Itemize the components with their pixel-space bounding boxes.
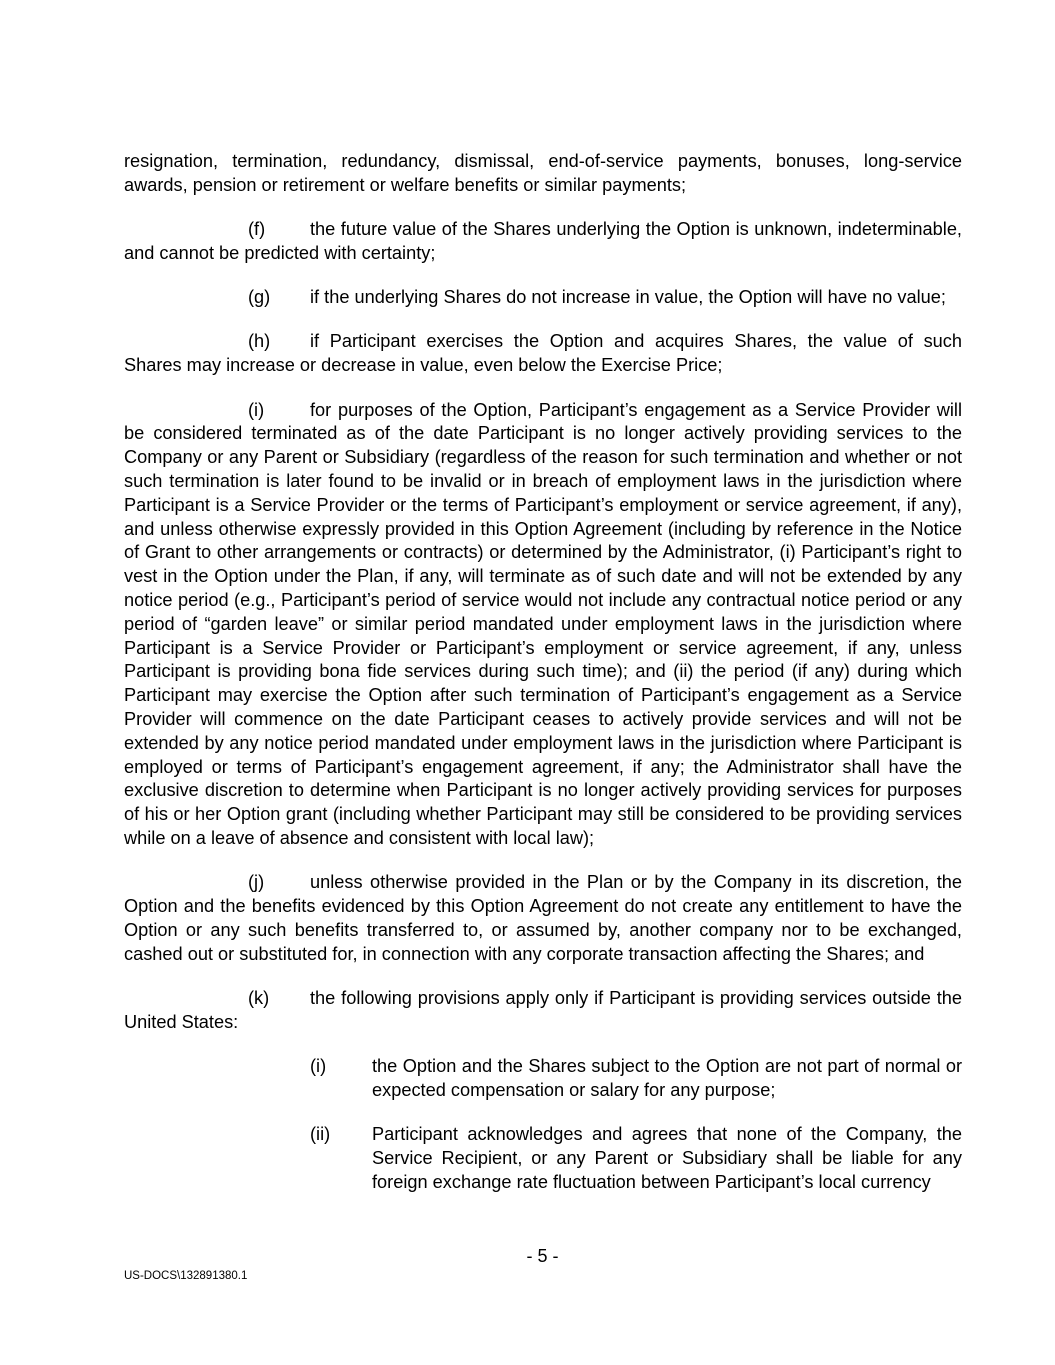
subitem-label: (i) [310, 1056, 327, 1076]
item-label: (h) [248, 331, 271, 352]
item-label: (i) [248, 399, 265, 420]
item-text: the future value of the Shares underlying the Option is unknown, indeterminable, and cannot be predicted with certainty; [124, 219, 962, 263]
item-label: (f) [248, 219, 266, 240]
subitem-ii [124, 1123, 962, 1194]
item-f [124, 218, 962, 266]
document-id: US-DOCS\132891380.1 [124, 1270, 248, 1282]
item-g [124, 286, 962, 310]
page-number: - 5 - [526, 1246, 559, 1266]
subitem-label: (ii) [310, 1124, 331, 1145]
subitem-text: the Option and the Shares subject to the Option are not part of normal or expected compensation or salary for any purpose; [372, 1056, 962, 1100]
subitem-i [124, 1055, 962, 1103]
item-text: unless otherwise provided in the Plan or by the Company in its discretion, the Option and the benefits evidenced by this Option Agreement do not create any entitlement to have the Option or any such benefits transferred to, or assumed by, another company nor to be exchanged, cashed out or substituted for, in connection with any corporate transaction affecting the Shares; and [124, 872, 962, 964]
item-j [124, 871, 962, 966]
item-k [124, 987, 962, 1035]
item-text: for purposes of the Option, Participant’s engagement as a Service Provider will be considered terminated as of the date Participant is no longer actively providing services to the Company or any Parent or Subsidiary (regardless of the reason for such termination and whether or not such termination is later found to be invalid or in breach of employment laws in the jurisdiction where Participant is a Service Provider or the terms of Participant’s employment or service agreement, if any), and unless otherwise expressly provided in this Option Agreement (including by reference in the Notice of Grant to other arrangements or contracts) or determined by the Administrator, (i) Participant’s right to vest in the Option under the Plan, if any, will terminate as of such date and will not be extended by any notice period (e.g., Participant’s period of service would not include any contractual notice period or any period of “garden leave” or similar period mandated under employment laws in the jurisdiction where Participant is a Service Provider or Participant’s employment or service agreement, if any, unless Participant is providing bona fide services during such time); and (ii) the period (if any) during which Participant may exercise the Option after such termination of Participant’s engagement as a Service Provider will commence on the date Participant ceases to actively provide services and will not be extended by any notice period mandated under employment laws in the jurisdiction where Participant is employed or terms of Participant’s engagement agreement, if any; the Administrator shall have the exclusive discretion to determine when Participant is no longer actively providing services for purposes of his or her Option grant (including whether Participant may still be considered to be providing services while on a leave of absence and consistent with local law); [124, 399, 962, 848]
item-label: (k) [248, 987, 270, 1008]
item-h [124, 330, 962, 378]
item-text: if the underlying Shares do not increase in value, the Option will have no value; [310, 287, 946, 308]
document-body [124, 150, 962, 1215]
item-text: if Participant exercises the Option and acquires Shares, the value of such Shares may increase or decrease in value, even below the Exercise Price; [124, 331, 962, 376]
item-text: the following provisions apply only if Participant is providing services outside the United States: [124, 987, 962, 1032]
continuation-paragraph: resignation, termination, redundancy, dismissal, end-of-service payments, bonuses, long-service awards, pension or retirement or welfare benefits or similar payments; [124, 151, 962, 195]
item-label: (g) [248, 287, 271, 308]
item-i [124, 399, 962, 851]
item-label: (j) [248, 872, 265, 893]
subitem-text: Participant acknowledges and agrees that none of the Company, the Service Recipient, or any Parent or Subsidiary shall be liable for any foreign exchange rate fluctuation between Participant’s local currency [372, 1124, 962, 1192]
